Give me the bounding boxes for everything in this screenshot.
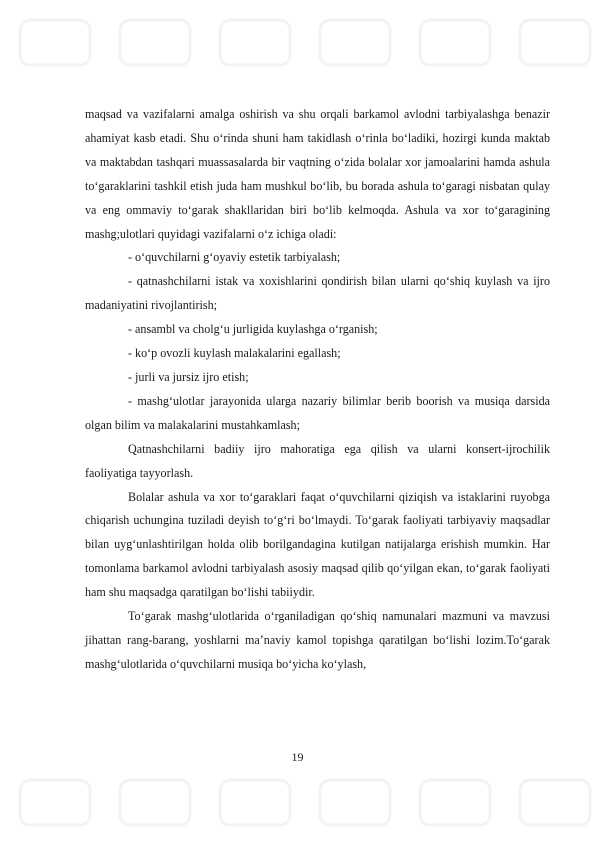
page-number: 19 bbox=[291, 750, 304, 764]
list-item: - qatnashchilarni istak va xoxishlarini qondirish bilan ularni qo‘shiq kuylash va ijro madaniyatini rivojlantirish; bbox=[85, 274, 550, 313]
paragraph-intro: maqsad va vazifalarni amalga oshirish va shu orqali barkamol avlodni tarbiyalashga benazir ahamiyat kasb etadi. Shu o‘rinda shuni ham takidlash o‘rinla bo‘ladiki, hozirgi kunda maktab va maktabdan tashqari muassasalarda bir vaqtning o‘zida bolalar xor jamoalarini hamda ashula to‘garaklarini tashkil etish juda ham mushkul bo‘lib, bu borada ashula to‘garagi nisbatan qulay va eng ommaviy to‘garak shakllaridan biri bo‘lib kelmoqda. Ashula va xor to‘garagining mashg;ulotlari quyidagi vazifalarni o‘z ichiga oladi: bbox=[85, 107, 550, 241]
list-item: - ko‘p ovozli kuylash malakalarini egallash; bbox=[128, 346, 341, 361]
watermark-logo-row-top bbox=[20, 20, 590, 65]
document-body bbox=[85, 103, 550, 677]
list-item: - mashg‘ulotlar jarayonida ularga nazariy bilimlar berib boorish va musiqa darsida olgan bilim va malakalarini mustahkamlash; bbox=[85, 393, 550, 432]
watermark-logo-row-bottom bbox=[20, 780, 590, 825]
paragraph-club-goals: Bolalar ashula va xor to‘garaklari faqat o‘quvchilarni qiziqish va istaklarini ruyobga chiqarish uchungina tuziladi deyish to‘g‘ri bo‘lmaydi. To‘garak faoliyati tarbiyaviy maqsadlar bilan uyg‘unlashtirilgan holda olib borilgandagina kutilgan natijalarga erishish mumkin. Har tomonlama barkamol avlodni tarbiyalash asosiy maqsad qilib qo‘yilgan ekan, to‘garak faoliyati ham shu maqsadga qaratilgan bo‘lishi tabiiydir. bbox=[85, 489, 550, 600]
list-item: - jurli va jursiz ijro etish; bbox=[128, 369, 249, 384]
paragraph-song-content: To‘garak mashg‘ulotlarida o‘rganiladigan qo‘shiq namunalari mazmuni va mavzusi jihattan rang-barang, yoshlarni ma’naviy kamol topishga qaratilgan bo‘lishi lozim.To‘garak mashg‘ulotlarida o‘quvchilarni musiqa bo‘yicha ko‘ylash, bbox=[85, 609, 550, 671]
list-item: - o‘quvchilarni g‘oyaviy estetik tarbiyalash; bbox=[128, 250, 341, 265]
paragraph-concert-preparation: Qatnashchilarni badiiy ijro mahoratiga ega qilish va ularni konsert-ijrochilik faoliyatiga tayyorlash. bbox=[85, 441, 550, 480]
list-item: - ansambl va cholg‘u jurligida kuylashga o‘rganish; bbox=[128, 322, 378, 337]
